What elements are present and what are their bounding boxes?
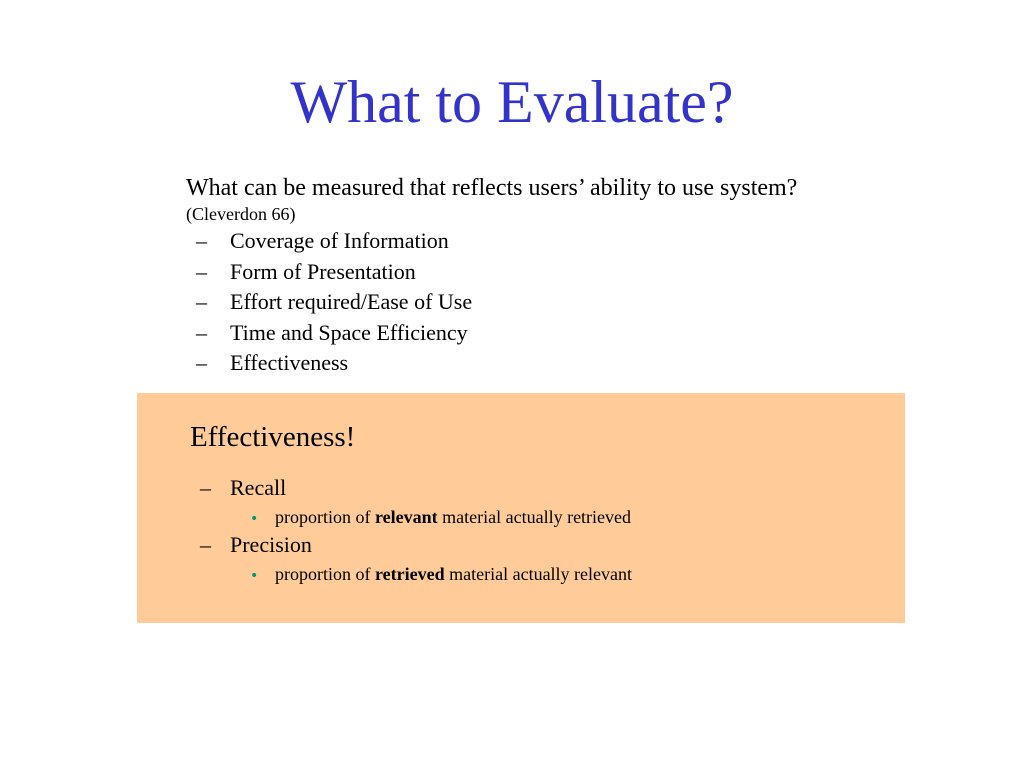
criteria-item (196, 257, 472, 288)
dash-marker: – (196, 350, 207, 375)
dash-marker: – (196, 228, 207, 253)
criteria-label: Coverage of Information (230, 228, 449, 253)
evaluation-question: What can be measured that reflects users’ ability to use system? (186, 175, 798, 201)
slide-title: What to Evaluate? (290, 69, 734, 135)
criteria-label: Time and Space Efficiency (230, 319, 468, 345)
bullet-icon: • (250, 511, 259, 527)
dash-marker: – (200, 532, 211, 557)
citation: (Cleverdon 66) (186, 204, 296, 224)
callout-heading: Effectiveness! (190, 421, 356, 453)
criteria-item (196, 287, 472, 318)
dash-marker: – (196, 289, 207, 314)
effectiveness-callout (137, 393, 905, 623)
criteria-label: Effort required/Ease of Use (230, 289, 473, 314)
precision-def-emphasis: retrieved (374, 564, 445, 584)
criteria-item (196, 318, 472, 349)
recall-label: Recall (230, 475, 287, 500)
dash-marker: – (200, 475, 211, 500)
dash-marker: – (196, 258, 207, 284)
recall-def-suffix: material actually retrieved (437, 507, 632, 527)
dash-marker: – (196, 319, 207, 345)
bullet-icon: • (250, 568, 259, 584)
precision-def-suffix: material actually relevant (444, 564, 633, 584)
criteria-list (196, 226, 472, 379)
precision-label: Precision (230, 532, 312, 557)
recall-def-emphasis: relevant (374, 507, 438, 527)
precision-def-prefix: proportion of (275, 564, 375, 584)
criteria-item (196, 348, 472, 379)
precision-definition (250, 562, 632, 588)
criteria-item (196, 226, 472, 257)
recall-def-prefix: proportion of (275, 507, 375, 527)
recall-definition (250, 505, 631, 531)
criteria-label: Effectiveness (230, 350, 349, 375)
recall-item (200, 473, 286, 503)
precision-item (200, 530, 312, 560)
criteria-label: Form of Presentation (230, 258, 416, 284)
